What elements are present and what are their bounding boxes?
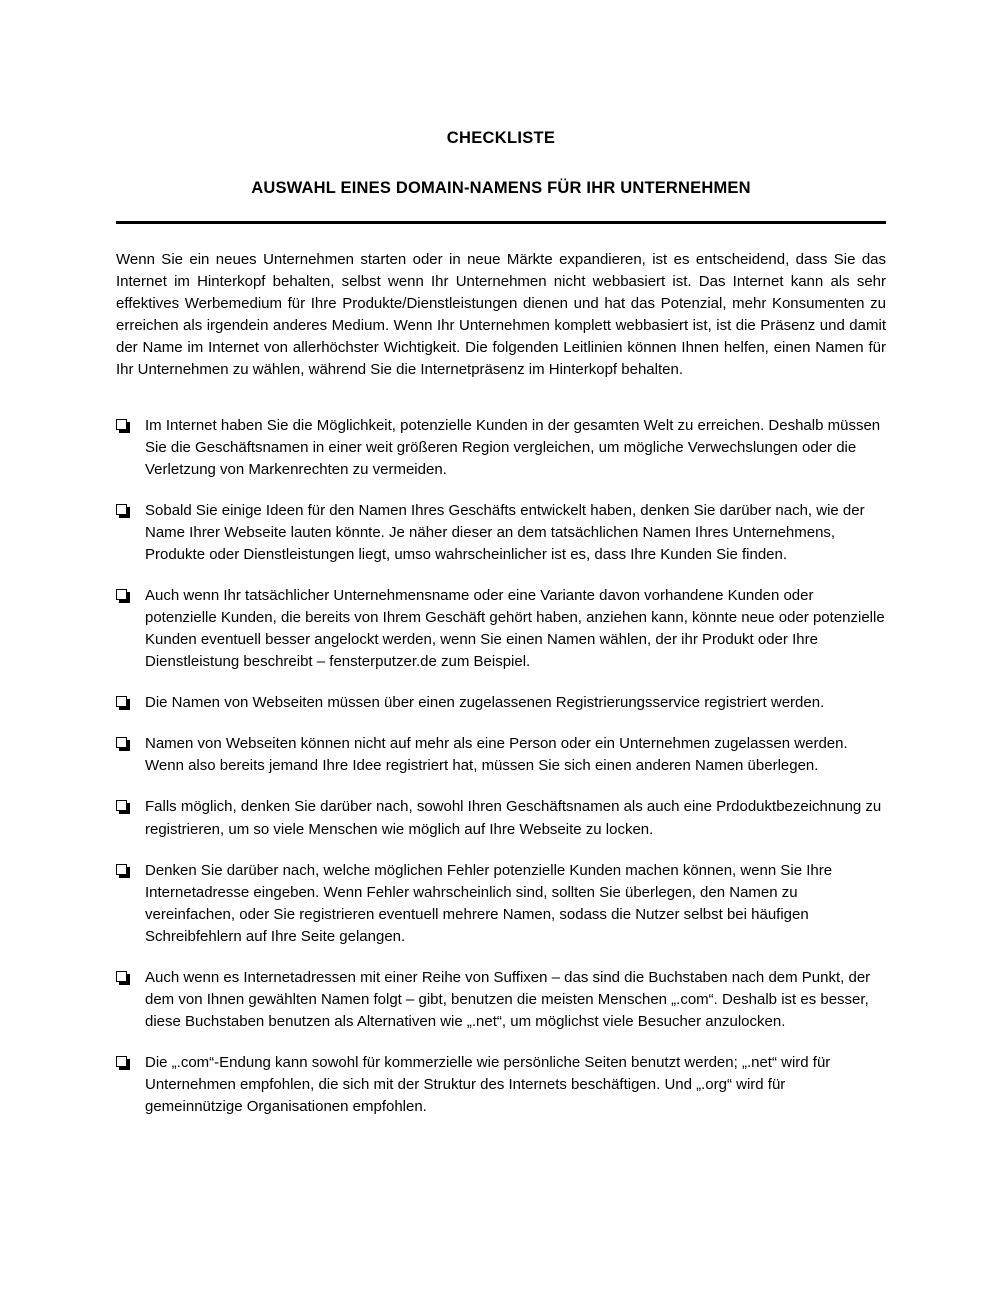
- checkbox-square: [116, 1056, 127, 1067]
- checklist-item-label: Denken Sie darüber nach, welche möglichen Fehler potenzielle Kunden machen können, wenn Sie Ihre Internetadresse eingeben. Wenn Fehler wahrscheinlich sind, sollten Sie überlegen, den Namen zu vereinfachen, oder Sie registrieren eventuell mehrere Namen, sodass die Nutzer selbst bei häufigen Schreibfehlern auf Ihre Seite gelangen.: [145, 861, 833, 945]
- checkbox-square: [116, 419, 127, 430]
- checkbox-square: [116, 504, 127, 515]
- checkbox-square: [116, 589, 127, 600]
- checklist-item[interactable]: [116, 415, 886, 481]
- checkbox-square: [116, 971, 127, 982]
- page-title: CHECKLISTE: [446, 129, 556, 147]
- checklist-item[interactable]: [116, 796, 886, 840]
- checklist-item[interactable]: [116, 500, 886, 566]
- checklist-item-label: Die „.com“-Endung kann sowohl für kommerzielle wie persönliche Seiten benutzt werden; „.net“ wird für Unternehmen empfohlen, die sich mit der Struktur des Internets beschäftigen. Und „.org“ wird für gemeinnützige Organisationen empfohlen.: [145, 1053, 831, 1115]
- checklist-item-label: Sobald Sie einige Ideen für den Namen Ihres Geschäfts entwickelt haben, denken Sie darüber nach, wie der Name Ihrer Webseite lauten könnte. Je näher dieser an dem tatsächlichen Namen Ihres Unternehmens, Produkte oder Dienstleistungen liegt, umso wahrscheinlicher ist es, dass Ihre Kunden Sie finden.: [145, 502, 865, 564]
- checkbox-empty-icon[interactable]: [116, 864, 129, 877]
- checklist-item[interactable]: [116, 1052, 886, 1118]
- checklist-item-label: Auch wenn Ihr tatsächlicher Unternehmensname oder eine Variante davon vorhandene Kunden oder potenzielle Kunden, die bereits von Ihrem Geschäft gehört haben, anziehen kann, könnte neue oder potenzielle Kunden eventuell besser angelockt werden, wenn Sie einen Namen wählen, der ihr Produkt oder Ihre Dienstleistung beschreibt – fensterputzer.de zum Beispiel.: [145, 587, 885, 671]
- document-content: [116, 0, 886, 1118]
- checkbox-empty-icon[interactable]: [116, 737, 129, 750]
- checklist-item-label: Namen von Webseiten können nicht auf mehr als eine Person oder ein Unternehmen zugelassen werden. Wenn also bereits jemand Ihre Idee registriert hat, müssen Sie sich einen anderen Namen überlegen.: [145, 735, 848, 775]
- checklist-item[interactable]: [116, 860, 886, 948]
- checkbox-square: [116, 737, 127, 748]
- checkbox-square: [116, 800, 127, 811]
- checklist: [116, 381, 886, 1118]
- checklist-item-label: Die Namen von Webseiten müssen über einen zugelassenen Registrierungsservice registriert werden.: [145, 694, 825, 712]
- checklist-item-label: Auch wenn es Internetadressen mit einer Reihe von Suffixen – das sind die Buchstaben nach dem Punkt, der dem von Ihnen gewählten Namen folgt – gibt, benutzen die meisten Menschen „.com“. Deshalb ist es besser, diese Buchstaben benutzen als Alternativen wie „.net“, um möglichst viele Besucher anzulocken.: [145, 968, 871, 1030]
- checklist-item[interactable]: [116, 585, 886, 673]
- checkbox-empty-icon[interactable]: [116, 1056, 129, 1069]
- checklist-item[interactable]: [116, 692, 886, 714]
- checklist-item-label: Im Internet haben Sie die Möglichkeit, potenzielle Kunden in der gesamten Welt zu erreichen. Deshalb müssen Sie die Geschäftsnamen in einer weit größeren Region vergleichen, um mögliche Verwechslungen oder die Verletzung von Markenrechten zu vermeiden.: [145, 416, 881, 478]
- checkbox-square: [116, 696, 127, 707]
- checkbox-empty-icon[interactable]: [116, 504, 129, 517]
- page-subtitle: AUSWAHL EINES DOMAIN-NAMENS FÜR IHR UNTERNEHMEN: [251, 178, 751, 197]
- checkbox-empty-icon[interactable]: [116, 419, 129, 432]
- checkbox-empty-icon[interactable]: [116, 589, 129, 602]
- checklist-item-label: Falls möglich, denken Sie darüber nach, sowohl Ihren Geschäftsnamen als auch eine Prdoduktbezeichnung zu registrieren, um so viele Menschen wie möglich auf Ihre Webseite zu locken.: [145, 798, 882, 838]
- checklist-item[interactable]: [116, 967, 886, 1033]
- checkbox-empty-icon[interactable]: [116, 696, 129, 709]
- checkbox-empty-icon[interactable]: [116, 800, 129, 813]
- intro-paragraph: Wenn Sie ein neues Unternehmen starten oder in neue Märkte expandieren, ist es entscheidend, dass Sie das Internet im Hinterkopf behalten, selbst wenn Ihr Unternehmen nicht webbasiert ist. Das Internet kann als sehr effektives Werbemedium für Ihre Produkte/Dienstleistungen dienen und hat das Potenzial, mehr Konsumenten zu erreichen als irgendein anderes Medium. Wenn Ihr Unternehmen komplett webbasiert ist, ist die Präsenz und damit der Name im Internet von allerhöchster Wichtigkeit. Die folgenden Leitlinien können Ihnen helfen, einen Namen für Ihr Unternehmen zu wählen, während Sie die Internetpräsenz im Hinterkopf behalten.: [116, 250, 886, 378]
- checkbox-square: [116, 864, 127, 875]
- checklist-item[interactable]: [116, 733, 886, 777]
- checkbox-empty-icon[interactable]: [116, 971, 129, 984]
